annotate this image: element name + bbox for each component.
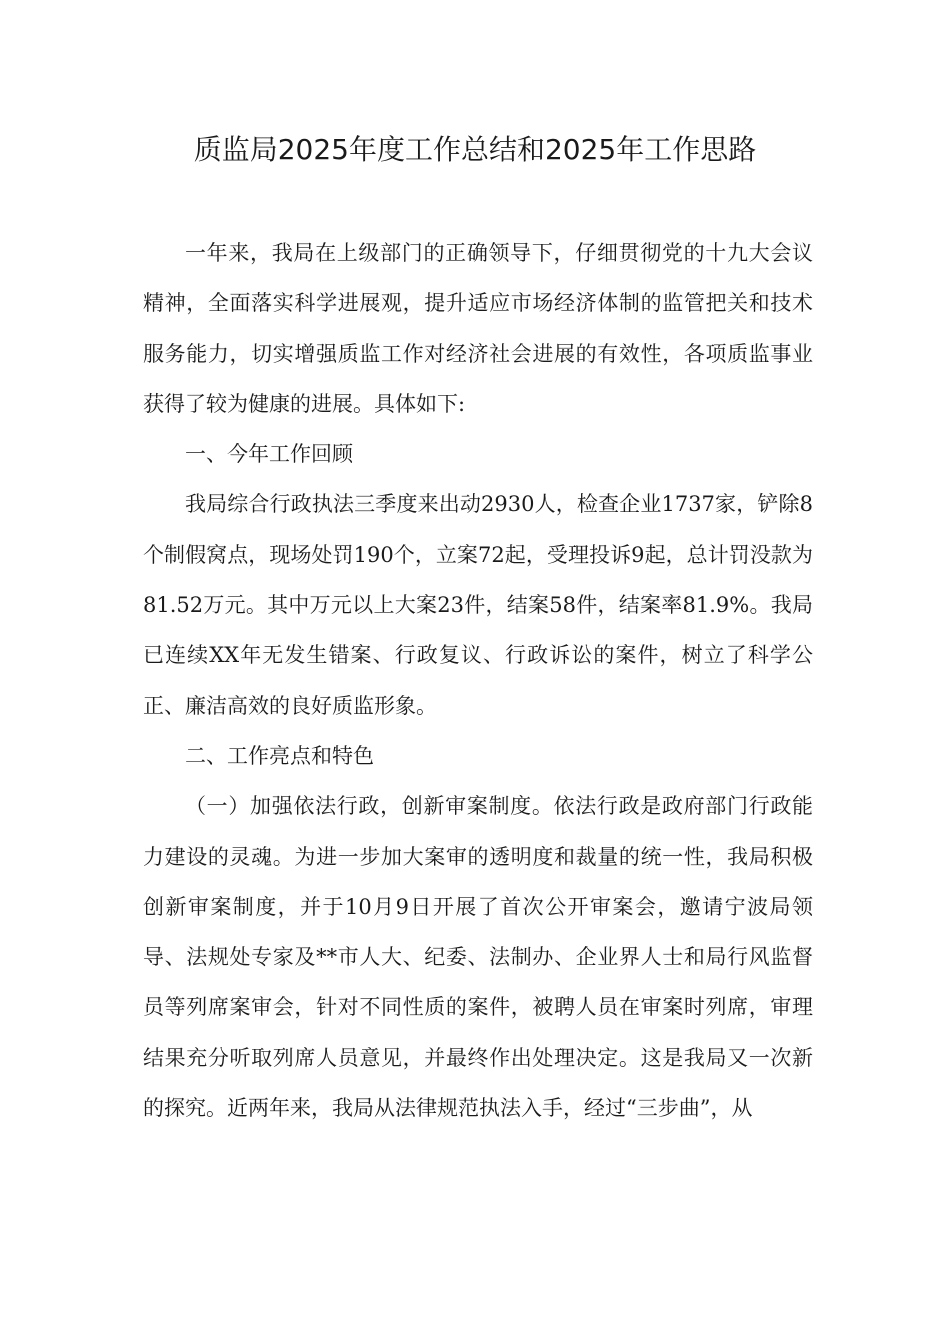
- section-heading-highlights: 二、工作亮点和特色: [185, 743, 374, 768]
- document-title: 质监局2025年度工作总结和2025年工作思路: [193, 133, 757, 166]
- paragraph-highlights-1: （一）加强依法行政，创新审案制度。依法行政是政府部门行政能力建设的灵魂。为进一步加大案审的透明度和裁量的统一性，我局积极创新审案制度，并于10月9日开展了首次公开审案会，邀请宁波局领导、法规处专家及**市人大、纪委、法制办、企业界人士和局行风监督员等列席案审会，针对不同性质的案件，被聘人员在审案时列席，审理结果充分听取列席人员意见，并最终作出处理决定。这是我局又一次新的探究。近两年来，我局从法律规范执法入手，经过“三步曲”，从: [143, 794, 813, 1121]
- paragraph-review: 我局综合行政执法三季度来出动2930人，检查企业1737家，铲除8个制假窝点，现场处罚190个，立案72起，受理投诉9起，总计罚没款为81.52万元。其中万元以上大案23件，结案58件，结案率81.9%。我局已连续XX年无发生错案、行政复议、行政诉讼的案件，树立了科学公正、廉洁高效的良好质监形象。: [143, 492, 813, 718]
- paragraph-intro: 一年来，我局在上级部门的正确领导下，仔细贯彻党的十九大会议精神，全面落实科学进展观，提升适应市场经济体制的监管把关和技术服务能力，切实增强质监工作对经济社会进展的有效性，各项质监事业获得了较为健康的进展。具体如下:: [143, 241, 813, 416]
- section-heading-review: 一、今年工作回顾: [185, 442, 353, 467]
- document-body: [143, 228, 813, 1133]
